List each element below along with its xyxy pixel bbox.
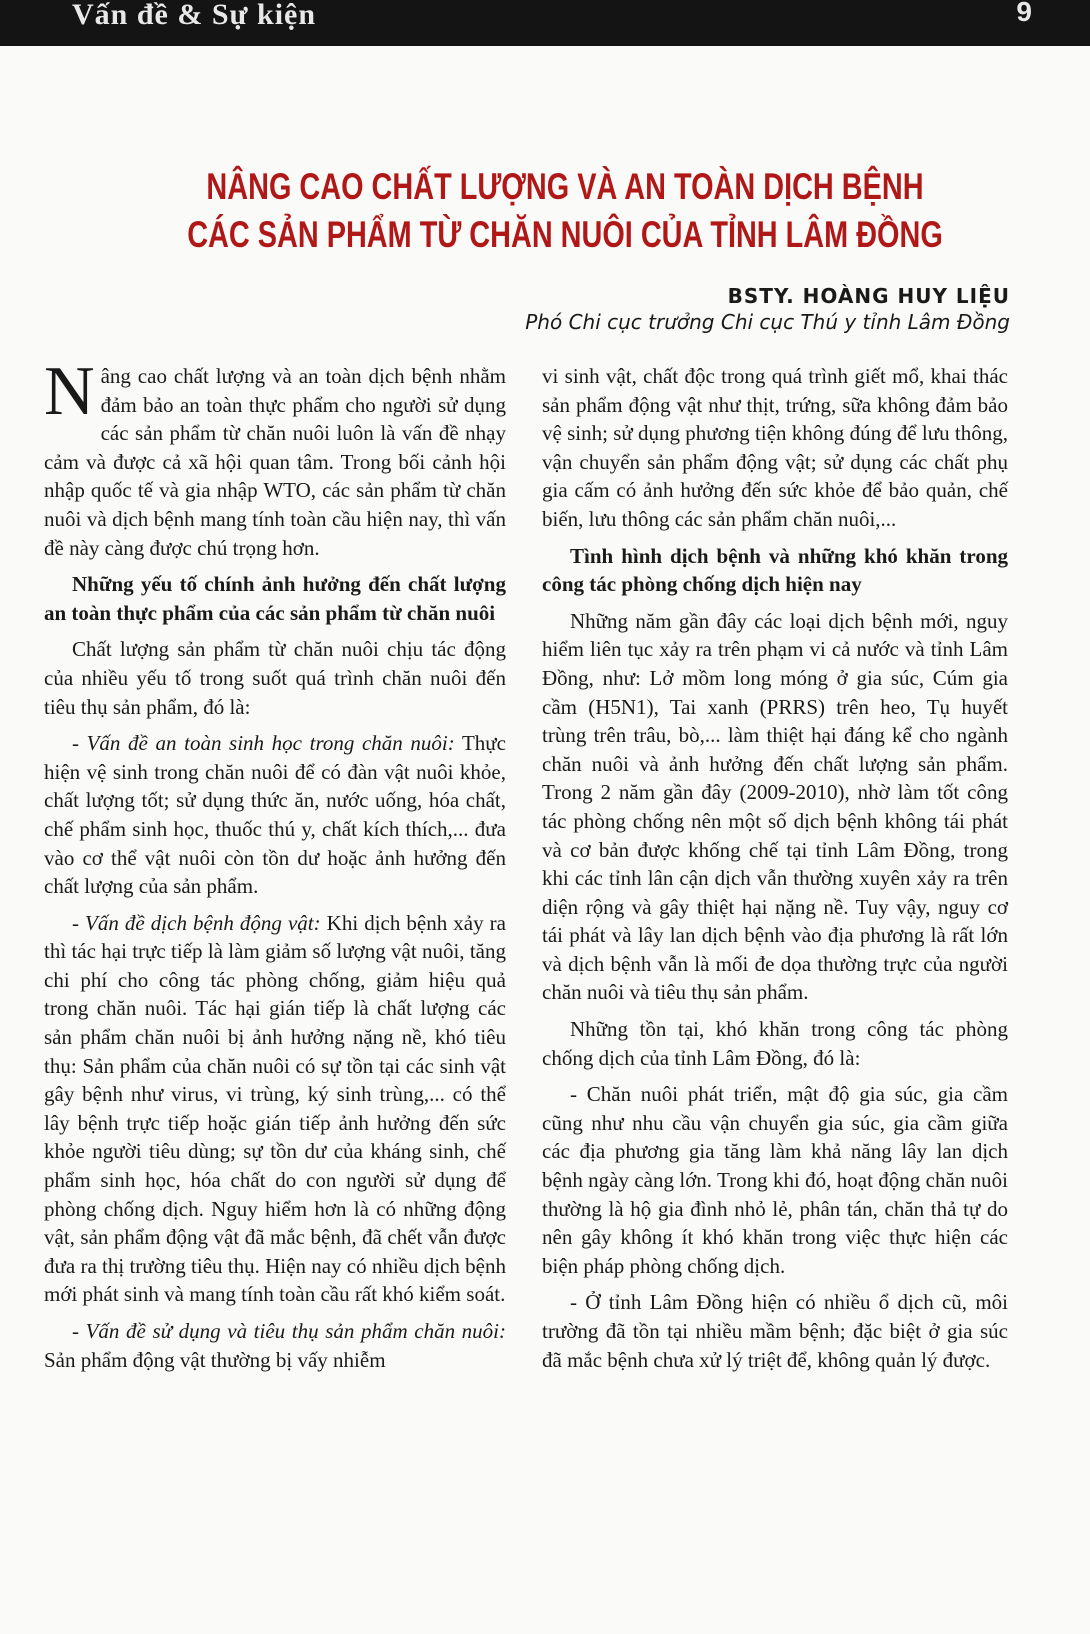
author-position: Phó Chi cục trưởng Chi cục Thú y tỉnh Lâm Đồng xyxy=(525,310,1010,334)
intro-paragraph: Nâng cao chất lượng và an toàn dịch bệnh nhằm đảm bảo an toàn thực phẩm cho người sử dụng các sản phẩm từ chăn nuôi luôn là vấn đề nhạy cảm và được cả xã hội quan tâm. Trong bối cảnh hội nhập quốc tế và gia nhập WTO, các sản phẩm từ chăn nuôi và dịch bệnh mang tính toàn cầu hiện nay, thì vấn đề này càng được chú trọng hơn. xyxy=(44,353,506,560)
paragraph: - Chăn nuôi phát triển, mật độ gia súc, gia cầm cũng như nhu cầu vận chuyển gia súc, gia cầm giữa các địa phương gia tăng làm khả năng lây lan dịch bệnh ngày càng lớn. Trong khi đó, hoạt động chăn nuôi thường là hộ gia đình nhỏ lẻ, phân tán, chăn thả tự do nên gây không ít khó khăn trong việc thực hiện các biện pháp phòng chống dịch. xyxy=(542,1082,1008,1278)
paragraph: Chất lượng sản phẩm từ chăn nuôi chịu tác động của nhiều yếu tố trong suốt quá trình chăn nuôi đến tiêu thụ sản phẩm, đó là: xyxy=(44,637,506,719)
article-title-line-1: NÂNG CAO CHẤT LƯỢNG VÀ AN TOÀN DỊCH BỆNH xyxy=(206,166,924,207)
author-name: BSTY. HOÀNG HUY LIỆU xyxy=(727,284,1010,308)
drop-cap: N xyxy=(44,353,95,430)
paragraph: Những tồn tại, khó khăn trong công tác phòng chống dịch của tỉnh Lâm Đồng, đó là: xyxy=(542,1017,1008,1070)
paragraph: Những năm gần đây các loại dịch bệnh mới, nguy hiểm liên tục xảy ra trên phạm vi cả nước và tỉnh Lâm Đồng, như: Lở mồm long móng ở gia súc, Cúm gia cầm (H5N1), Tai xanh (PRRS) trên heo, Tụ huyết trùng trên trâu, bò,... làm thiệt hại đáng kể cho ngành chăn nuôi và ảnh hưởng đến chất lượng sản phẩm. Trong 2 năm gần đây (2009-2010), nhờ làm tốt công tác phòng chống nên một số dịch bệnh không tái phát và cơ bản được khống chế tại tỉnh Lâm Đồng, trong khi các tỉnh lân cận dịch vẫn thường xuyên xảy ra trên diện rộng và gây thiệt hại nặng nề. Tuy vậy, nguy cơ tái phát và lây lan dịch bệnh vào địa phương là rất lớn và dịch bệnh vẫn là mối đe dọa thường trực của người chăn nuôi và tiêu thụ sản phẩm. xyxy=(542,608,1008,1005)
section-heading-2: Tình hình dịch bệnh và những khó khăn trong công tác phòng chống dịch hiện nay xyxy=(542,543,1008,597)
right-column xyxy=(542,362,1008,1382)
left-column xyxy=(44,353,507,1382)
paragraph: - Vấn đề sử dụng và tiêu thụ sản phẩm chăn nuôi: Sản phẩm động vật thường bị vấy nhiễm xyxy=(44,1319,506,1372)
paragraph: - Vấn đề dịch bệnh động vật: Khi dịch bệnh xảy ra thì tác hại trực tiếp là làm giảm số lượng vật nuôi, tăng chi phí cho công tác phòng chống, giảm hiệu quả trong chăn nuôi. Tác hại gián tiếp là chất lượng các sản phẩm chăn nuôi bị ảnh hưởng nặng nề, khó tiêu thụ: Sản phẩm của chăn nuôi có sự tồn tại các sinh vật gây bệnh như virus, vi trùng, ký sinh trùng,... có thể lây bệnh trực tiếp hoặc gián tiếp ảnh hưởng đến sức khỏe người tiêu dùng; sự tồn dư của kháng sinh, chế phẩm sinh học, hóa chất do con người sử dụng để phòng chống dịch. Nguy hiểm hơn là có những động vật, sản phẩm động vật đã mắc bệnh, đã chết vẫn được đưa ra thị trường tiêu thụ. Hiện nay có nhiều dịch bệnh mới phát sinh và mang tính toàn cầu rất khó kiểm soát. xyxy=(44,910,506,1307)
section-label: Vấn đề & Sự kiện xyxy=(72,0,317,31)
paragraph: - Ở tỉnh Lâm Đồng hiện có nhiều ổ dịch cũ, môi trường đã tồn tại nhiều mầm bệnh; đặc biệt ở gia súc đã mắc bệnh chưa xử lý triệt để, không quản lý được. xyxy=(542,1290,1008,1372)
section-heading-1: Những yếu tố chính ảnh hưởng đến chất lượng an toàn thực phẩm của các sản phẩm từ chăn nuôi xyxy=(44,572,506,625)
paragraph: vi sinh vật, chất độc trong quá trình giết mổ, khai thác sản phẩm động vật như thịt, trứng, sữa không đảm bảo vệ sinh; sử dụng phương tiện không đúng để lưu thông, vận chuyển sản phẩm động vật; sử dụng các chất phụ gia cấm có ảnh hưởng đến sức khỏe để bảo quản, chế biến, lưu thông các sản phẩm chăn nuôi,... xyxy=(542,364,1008,531)
article-title-line-2: CÁC SẢN PHẨM TỪ CHĂN NUÔI CỦA TỈNH LÂM ĐỒNG xyxy=(187,214,943,255)
page-number: 9 xyxy=(1016,0,1032,27)
header-bar xyxy=(0,0,1090,46)
paragraph: - Vấn đề an toàn sinh học trong chăn nuôi: Thực hiện vệ sinh trong chăn nuôi để có đàn vật nuôi khỏe, chất lượng tốt; sử dụng thức ăn, nước uống, hóa chất, chế phẩm sinh học, thuốc thú y, chất kích thích,... đưa vào cơ thể vật nuôi còn tồn dư hoặc ảnh hưởng đến chất lượng của sản phẩm. xyxy=(44,731,507,899)
